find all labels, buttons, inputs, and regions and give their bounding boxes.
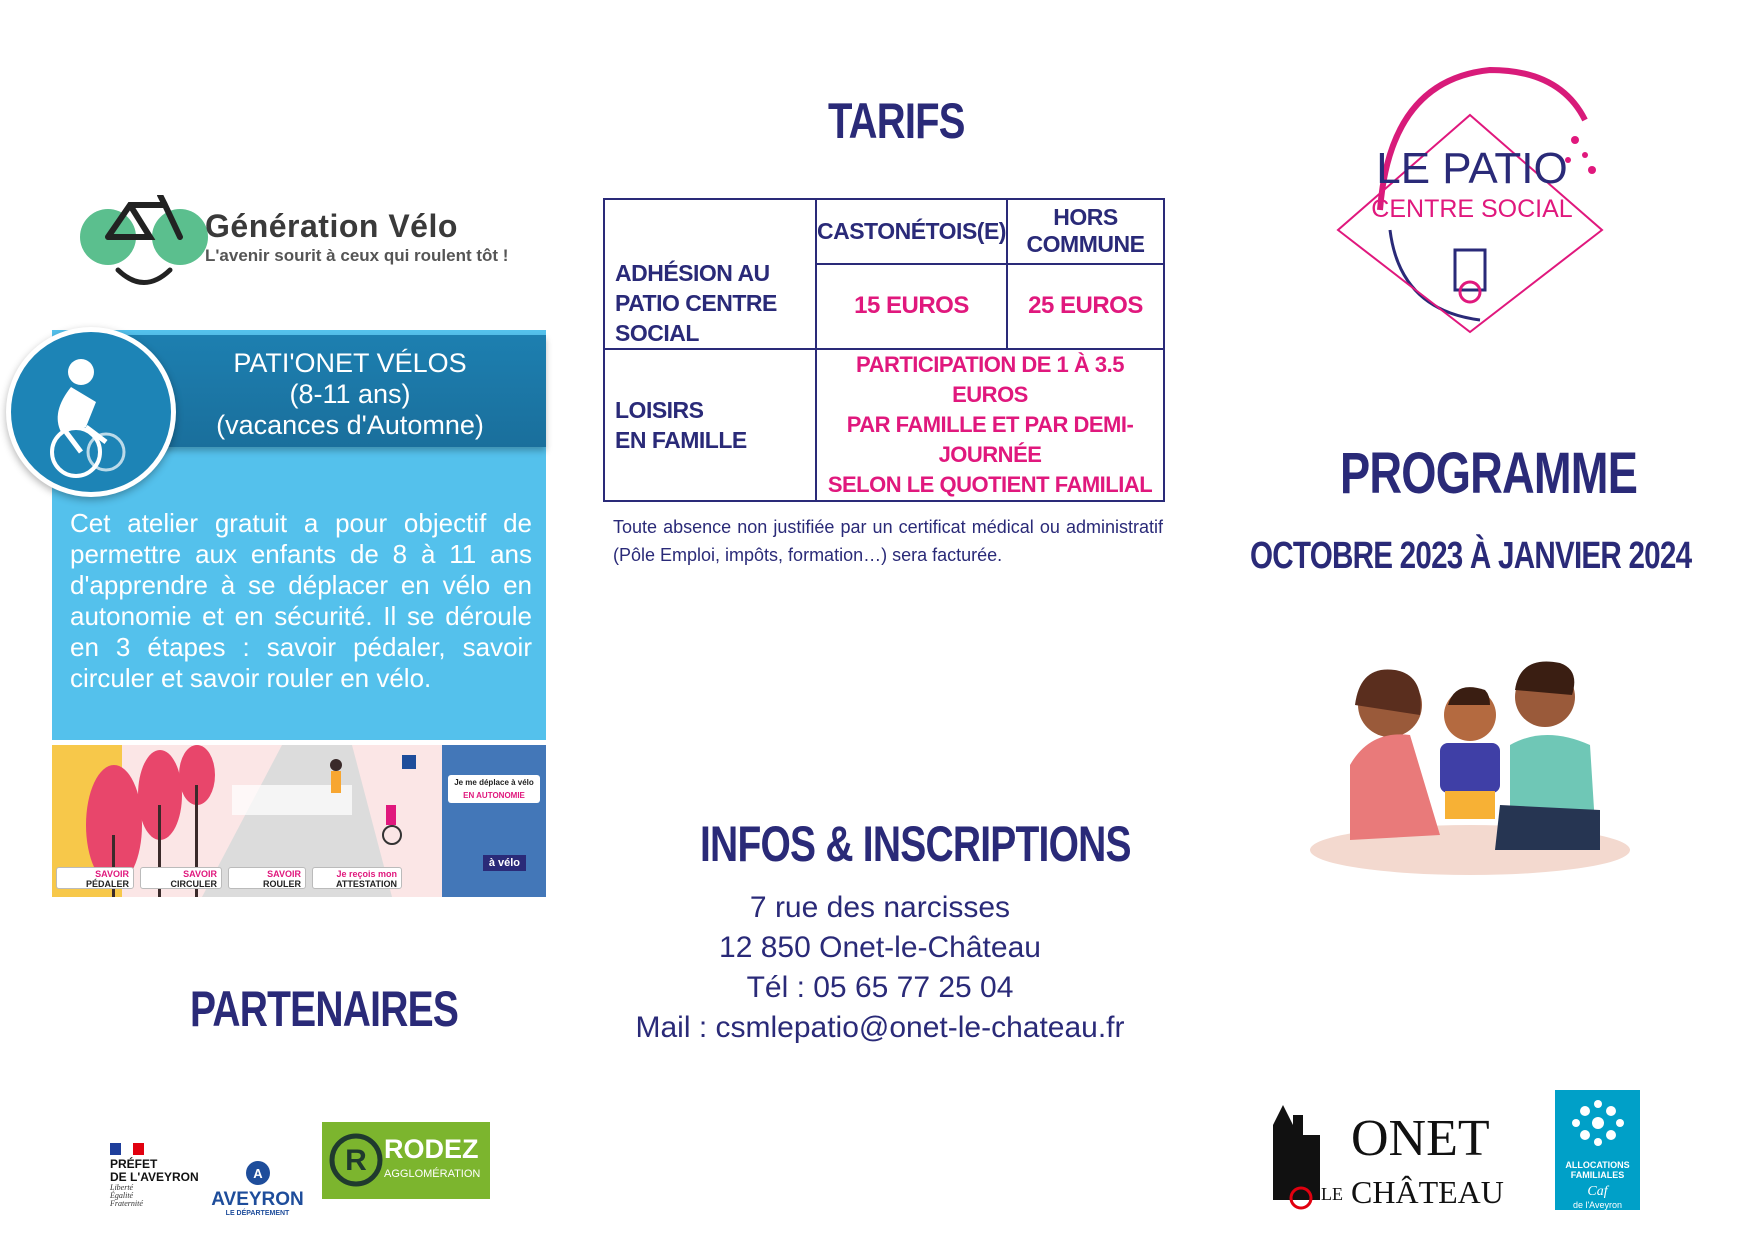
infos-block bbox=[600, 888, 1160, 1048]
onet-le-chateau-logo bbox=[1265, 1100, 1505, 1215]
atelier-title-line3: (vacances d'Automne) bbox=[216, 410, 484, 440]
onet-line2: CHÂTEAU bbox=[1351, 1174, 1504, 1210]
atelier-title-line2: (8-11 ans) bbox=[289, 379, 411, 409]
autonomie-badge: Je me déplace à vélo EN AUTONOMIE bbox=[448, 775, 540, 803]
rodez-r-icon bbox=[328, 1132, 384, 1188]
programme-period: OCTOBRE 2023 À JANVIER 2024 bbox=[1250, 535, 1692, 577]
svg-text:R: R bbox=[345, 1144, 367, 1177]
aveyron-logo: A AVEYRON LE DÉPARTEMENT bbox=[210, 1160, 305, 1219]
tarifs-title: TARIFS bbox=[828, 93, 965, 149]
le-patio-logo bbox=[1320, 60, 1620, 340]
aveyron-emblem-icon bbox=[245, 1160, 271, 1186]
price-hors-commune: 25 EUROS bbox=[1007, 264, 1164, 349]
partenaires-title: PARTENAIRES bbox=[190, 981, 459, 1037]
caf-label-line1: ALLOCATIONS bbox=[1565, 1160, 1630, 1170]
svg-text:A: A bbox=[252, 1166, 263, 1181]
patio-logo-line2: CENTRE SOCIAL bbox=[1371, 195, 1573, 223]
velo-illustration bbox=[52, 745, 546, 897]
caf-name: Caf bbox=[1587, 1184, 1608, 1199]
illustration-side-panel bbox=[442, 745, 546, 897]
atelier-title bbox=[160, 348, 540, 441]
step-circuler: SAVOIR CIRCULER bbox=[140, 867, 222, 889]
generation-velo-title: Génération Vélo bbox=[205, 208, 458, 244]
french-flag-icon bbox=[110, 1143, 144, 1155]
patio-logo-line1: LE PATIO bbox=[1376, 144, 1568, 193]
row-loisirs-label: LOISIRS EN FAMILLE bbox=[604, 349, 816, 501]
caf-label-line2: FAMILIALES bbox=[1570, 1170, 1625, 1180]
step-rouler: SAVOIR ROULER bbox=[228, 867, 306, 889]
infos-title: INFOS & INSCRIPTIONS bbox=[700, 816, 1131, 872]
participation-cell: PARTICIPATION DE 1 À 3.5 EUROS PAR FAMILLE ET PAR DEMI-JOURNÉE SELON LE QUOTIENT FAMILIAL bbox=[816, 349, 1164, 501]
row-adhesion-label: ADHÉSION AU PATIO CENTRE SOCIAL bbox=[604, 199, 816, 349]
col-hors-commune: HORS COMMUNE bbox=[1007, 199, 1164, 264]
onet-le: LE bbox=[1321, 1184, 1343, 1204]
smile-icon bbox=[118, 270, 170, 283]
prefet-logo: PRÉFET DE L'AVEYRON Liberté Égalité Fraternité bbox=[110, 1143, 199, 1208]
caf-dep: de l'Aveyron bbox=[1572, 1200, 1623, 1210]
tarifs-table bbox=[603, 198, 1165, 502]
email[interactable]: Mail : csmlepatio@onet-le-chateau.fr bbox=[635, 1011, 1125, 1044]
family-illustration bbox=[1310, 635, 1630, 875]
cyclist-badge bbox=[6, 327, 176, 497]
atelier-description: Cet atelier gratuit a pour objectif de permettre aux enfants de 8 à 11 ans d'apprendre à se déplacer en vélo en autonomie et en sécurité. Il se déroule en 3 étapes : savoir pédaler, savoir circuler et savoir rouler en vélo. bbox=[70, 508, 532, 693]
onet-line1: ONET bbox=[1351, 1110, 1490, 1167]
atelier-title-line1: PATI'ONET VÉLOS bbox=[233, 348, 467, 378]
address-line1: 7 rue des narcisses bbox=[749, 891, 1011, 924]
address-line2: 12 850 Onet-le-Château bbox=[719, 931, 1041, 964]
col-castonetois: CASTONÉTOIS(E) bbox=[816, 199, 1007, 264]
cyclist-icon bbox=[11, 332, 171, 492]
absence-note: Toute absence non justifiée par un certificat médical ou administratif (Pôle Emploi, impôts, formation…) sera facturée. bbox=[613, 517, 1163, 565]
caf-logo bbox=[1555, 1090, 1640, 1210]
price-castonetois: 15 EUROS bbox=[816, 264, 1007, 349]
rodez-agglo-logo: R RODEZ AGGLOMÉRATION bbox=[322, 1122, 490, 1199]
phone: Tél : 05 65 77 25 04 bbox=[746, 971, 1014, 1004]
a-velo-label: à vélo bbox=[483, 855, 526, 871]
caf-emblem-icon bbox=[1563, 1096, 1633, 1151]
step-pedaler: SAVOIR PÉDALER bbox=[56, 867, 134, 889]
step-attestation: Je reçois mon ATTESTATION bbox=[312, 867, 402, 889]
programme-title: PROGRAMME bbox=[1340, 441, 1638, 506]
generation-velo-tagline: L'avenir sourit à ceux qui roulent tôt ! bbox=[205, 246, 509, 265]
